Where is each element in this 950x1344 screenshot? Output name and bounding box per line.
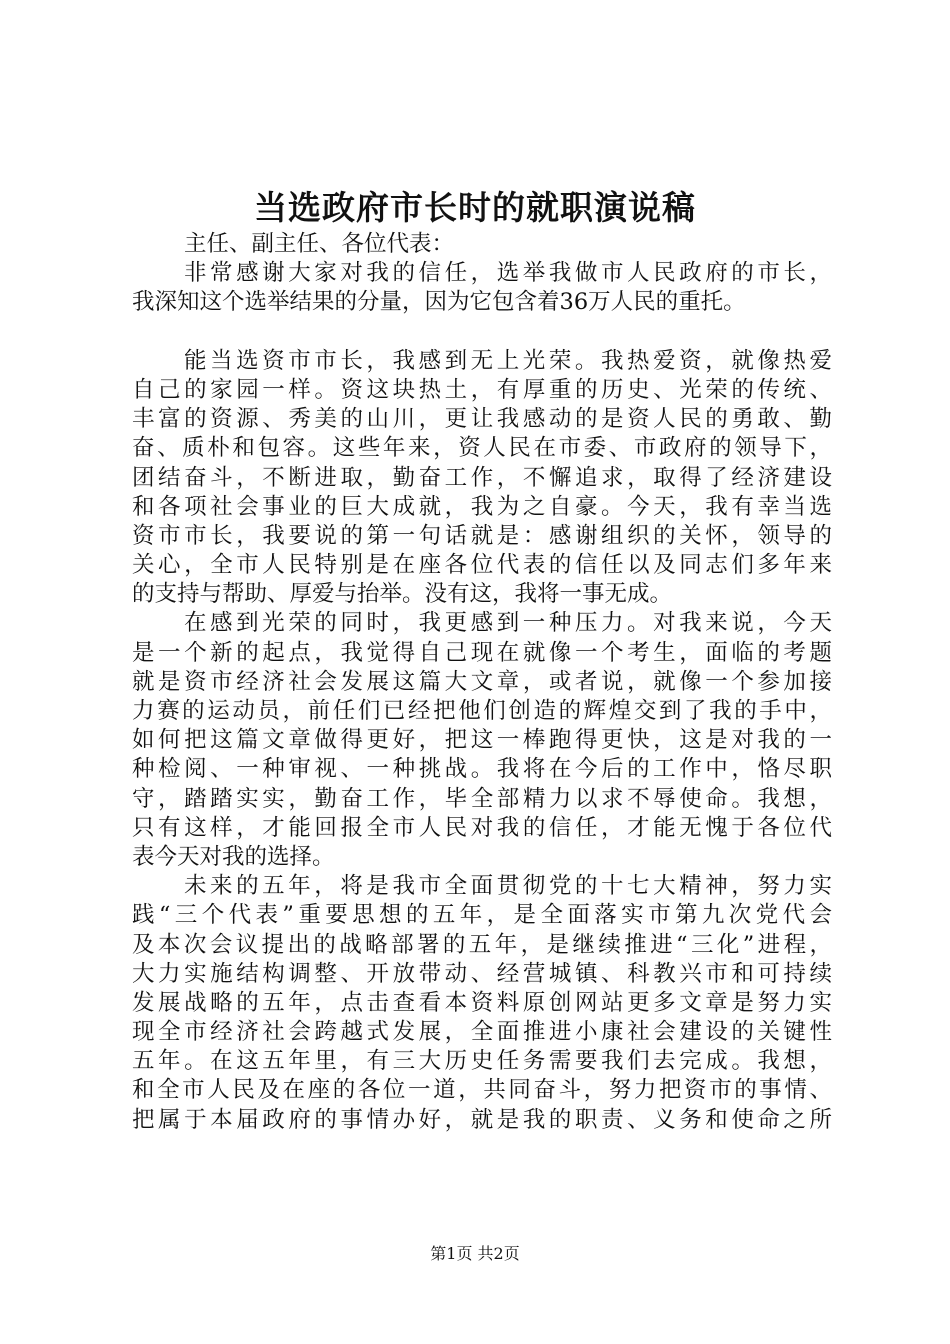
paragraph-line: 只有这样，才能回报全市人民对我的信任，才能无愧于各位代 [132, 814, 832, 841]
document-body [132, 230, 832, 1135]
paragraph-line: 奋、质朴和包容。这些年来，资人民在市委、市政府的领导下， [132, 435, 832, 462]
blank-line [132, 318, 832, 347]
paragraph-line: 关心，全市人民特别是在座各位代表的信任以及同志们多年来 [132, 552, 832, 579]
paragraph-line: 及本次会议提出的战略部署的五年，是继续推进“三化”进程， [132, 931, 832, 958]
paragraph-line: 种检阅、一种审视、一种挑战。我将在今后的工作中，恪尽职 [132, 756, 832, 783]
paragraph-line: 我深知这个选举结果的分量，因为它包含着36万人民的重托。 [132, 289, 746, 316]
paragraph-line: 力赛的运动员，前任们已经把他们创造的辉煌交到了我的手中， [132, 698, 832, 724]
paragraph-line: 非常感谢大家对我的信任，选举我做市人民政府的市长， [184, 260, 832, 287]
paragraph-line: 就是资市经济社会发展这篇大文章，或者说，就像一个参加接 [132, 668, 832, 695]
paragraph-line: 现全市经济社会跨越式发展，全面推进小康社会建设的关键性 [132, 1019, 832, 1046]
paragraph-line: 的支持与帮助、厚爱与抬举。没有这，我将一事无成。 [132, 581, 673, 608]
paragraph-line: 表今天对我的选择。 [132, 843, 335, 870]
paragraph-line: 团结奋斗，不断进取，勤奋工作，不懈追求，取得了经济建设 [132, 464, 832, 491]
paragraph-line: 五年。在这五年里，有三大历史任务需要我们去完成。我想， [132, 1048, 832, 1075]
paragraph-line: 和各项社会事业的巨大成就，我为之自豪。今天，我有幸当选 [132, 493, 832, 520]
paragraph-line: 丰富的资源、秀美的山川，更让我感动的是资人民的勇敢、勤 [132, 406, 832, 433]
paragraph-line: 自己的家园一样。资这块热土，有厚重的历史、光荣的传统、 [132, 376, 832, 403]
paragraph-line: 发展战略的五年，点击查看本资料原创网站更多文章是努力实 [132, 989, 832, 1016]
salutation-line: 主任、副主任、各位代表： [184, 231, 455, 257]
paragraph-line: 在感到光荣的同时，我更感到一种压力。对我来说，今天 [184, 610, 832, 637]
paragraph-line: 是一个新的起点，我觉得自己现在就像一个考生，面临的考题 [132, 639, 832, 666]
paragraph-line: 把属于本届政府的事情办好，就是我的职责、义务和使命之所 [132, 1106, 832, 1133]
document-title: 当选政府市长时的就职演说稿 [254, 188, 696, 227]
paragraph-line: 能当选资市市长，我感到无上光荣。我热爱资，就像热爱 [184, 347, 832, 374]
paragraph-line: 大力实施结构调整、开放带动、经营城镇、科教兴市和可持续 [132, 960, 832, 987]
paragraph-line: 未来的五年，将是我市全面贯彻党的十七大精神，努力实 [184, 873, 832, 900]
paragraph-line: 践“三个代表”重要思想的五年，是全面落实市第九次党代会 [132, 902, 832, 929]
paragraph-line: 和全市人民及在座的各位一道，共同奋斗，努力把资市的事情、 [132, 1077, 832, 1104]
page-number-footer: 第1页 共2页 [430, 1244, 520, 1263]
paragraph-line: 守，踏踏实实，勤奋工作，毕全部精力以求不辱使命。我想， [132, 785, 832, 812]
paragraph-line: 如何把这篇文章做得更好，把这一棒跑得更快，这是对我的一 [132, 727, 832, 754]
paragraph-line: 资市市长，我要说的第一句话就是：感谢组织的关怀，领导的 [132, 522, 832, 549]
